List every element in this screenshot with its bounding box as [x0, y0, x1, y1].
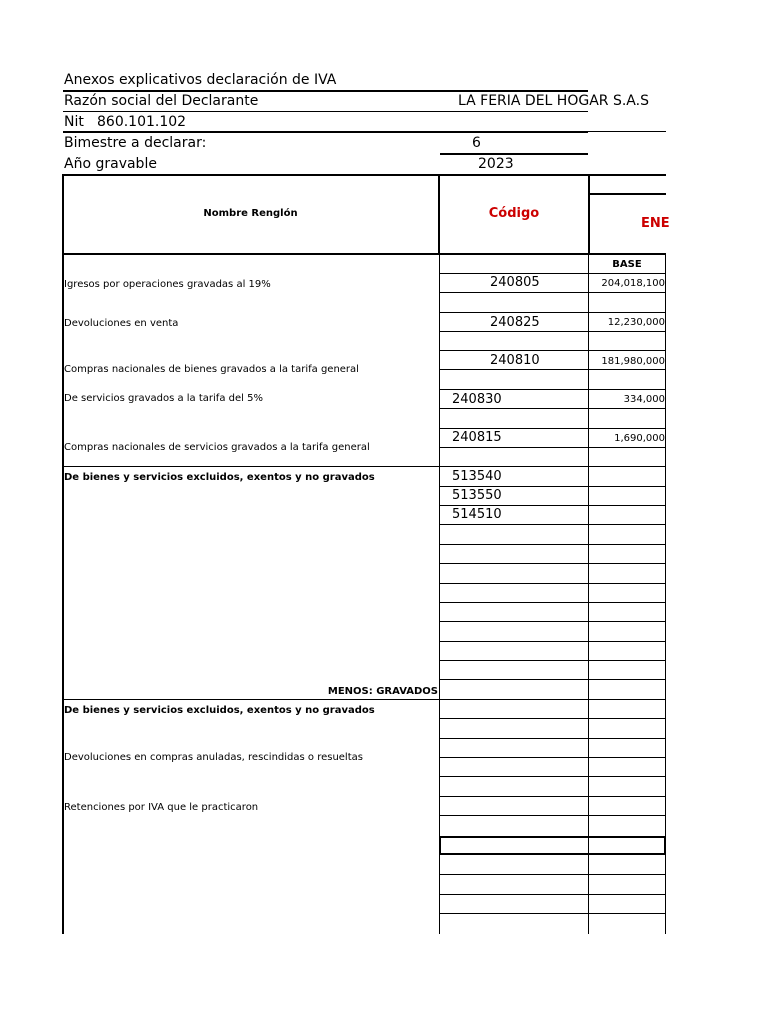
- razon-social-label: Razón social del Declarante: [64, 93, 259, 109]
- grid-line: [439, 679, 666, 680]
- table-col-border: [588, 174, 590, 254]
- row-code: 240805: [490, 275, 540, 290]
- grid-line: [439, 331, 666, 332]
- grid-line: [439, 874, 666, 875]
- col-base-header: BASE: [612, 259, 642, 270]
- row-base: 12,230,000: [607, 317, 665, 328]
- grid-line: [439, 428, 666, 429]
- devoluciones-compras-label: Devoluciones en compras anuladas, rescindidas o resueltas: [64, 752, 363, 763]
- grid-line: [439, 738, 666, 739]
- row-code: 240810: [490, 353, 540, 368]
- nit-value: 860.101.102: [97, 114, 187, 130]
- row-label: Compras nacionales de servicios gravados a la tarifa general: [64, 442, 370, 453]
- row-label: De servicios gravados a la tarifa del 5%: [64, 393, 263, 404]
- grid-line: [439, 776, 666, 777]
- grid-line: [439, 312, 666, 313]
- row-base: 181,980,000: [601, 356, 665, 367]
- table-col-border: [439, 254, 440, 934]
- grid-line: [439, 602, 666, 603]
- col-codigo-header: Código: [488, 206, 540, 221]
- excluidos-code: 513540: [452, 469, 502, 484]
- grid-line: [439, 466, 666, 467]
- grid-line: [439, 524, 666, 525]
- grid-line: [439, 699, 666, 700]
- table-top-border: [63, 174, 666, 176]
- grid-line: [439, 447, 666, 448]
- selected-cell[interactable]: [439, 836, 666, 855]
- grid-line: [439, 505, 666, 506]
- excluidos-code: 513550: [452, 488, 502, 503]
- divider: [440, 153, 588, 155]
- divider: [588, 131, 666, 132]
- grid-line: [439, 583, 666, 584]
- table-col-border: [665, 254, 666, 934]
- grid-line: [439, 563, 666, 564]
- grid-line: [439, 660, 666, 661]
- grid-line: [439, 894, 666, 895]
- retenciones-label: Retenciones por IVA que le practicaron: [64, 802, 259, 813]
- grid-line: [439, 913, 666, 914]
- row-base: 334,000: [623, 394, 665, 405]
- grid-line: [439, 718, 666, 719]
- section-divider: [63, 699, 439, 700]
- table-header-bottom: [63, 253, 666, 255]
- col-nombre-header: Nombre Renglón: [203, 208, 298, 219]
- grid-line: [439, 544, 666, 545]
- section-divider: [63, 466, 439, 467]
- grid-line: [439, 486, 666, 487]
- row-code: 240825: [490, 315, 540, 330]
- menos-gravados-label: MENOS: GRAVADOS: [327, 686, 438, 697]
- row-base: 204,018,100: [601, 278, 665, 289]
- bimestre-value: 6: [472, 135, 481, 151]
- grid-line: [439, 757, 666, 758]
- row-label: Compras nacionales de bienes gravados a la tarifa general: [64, 364, 359, 375]
- grid-line: [439, 292, 666, 293]
- anio-value: 2023: [478, 156, 514, 172]
- nit-label: Nit: [64, 114, 84, 130]
- excluidos-label-2: De bienes y servicios excluidos, exentos y no gravados: [64, 705, 375, 716]
- row-code: 240830: [452, 392, 502, 407]
- grid-line: [439, 350, 666, 351]
- document-title: Anexos explicativos declaración de IVA: [64, 72, 337, 88]
- divider: [63, 111, 588, 112]
- excluidos-label: De bienes y servicios excluidos, exentos y no gravados: [64, 472, 375, 483]
- divider: [63, 90, 588, 92]
- grid-line: [439, 815, 666, 816]
- divider: [63, 131, 588, 133]
- grid-line: [439, 621, 666, 622]
- row-base: 1,690,000: [614, 433, 665, 444]
- grid-line: [439, 641, 666, 642]
- excluidos-code: 514510: [452, 507, 502, 522]
- bimestre-label: Bimestre a declarar:: [64, 135, 207, 151]
- grid-line: [439, 369, 666, 370]
- table-top-border: [588, 193, 666, 195]
- razon-social-value: LA FERIA DEL HOGAR S.A.S: [458, 93, 649, 109]
- row-code: 240815: [452, 430, 502, 445]
- row-label: Igresos por operaciones gravadas al 19%: [64, 279, 271, 290]
- anio-label: Año gravable: [64, 156, 157, 172]
- col-month-header: ENE: [641, 216, 670, 231]
- grid-line: [439, 273, 666, 274]
- row-label: Devoluciones en venta: [64, 318, 179, 329]
- grid-line: [439, 408, 666, 409]
- grid-line: [439, 389, 666, 390]
- grid-line: [439, 796, 666, 797]
